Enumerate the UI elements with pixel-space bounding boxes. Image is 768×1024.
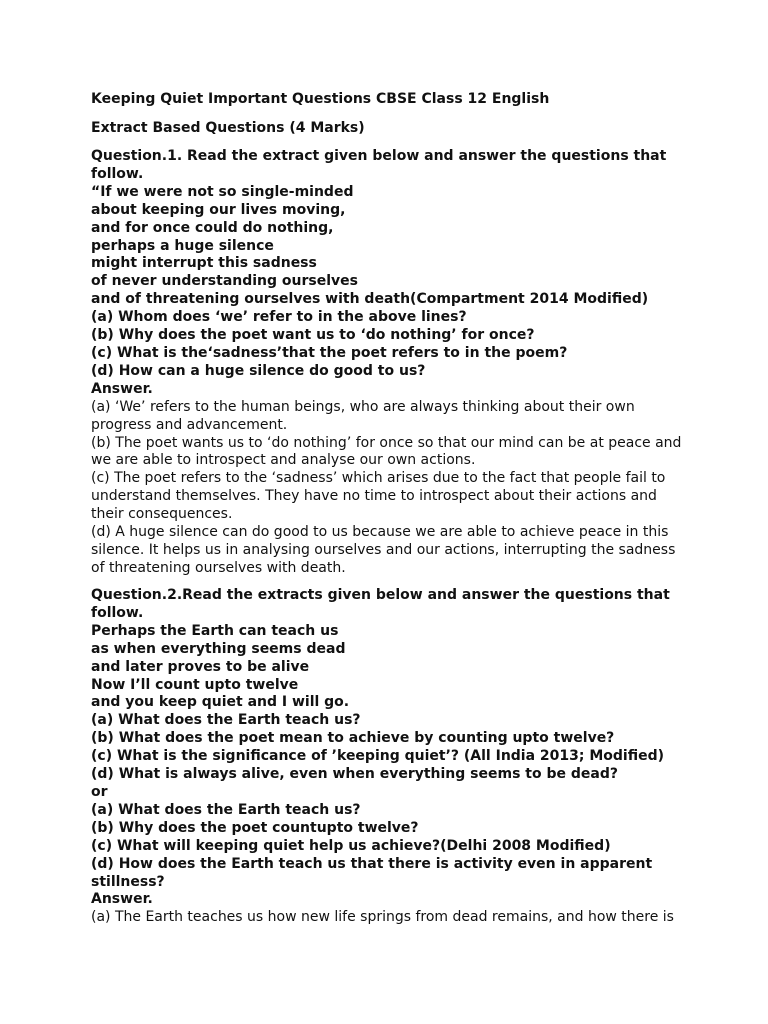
extract-line: and you keep quiet and I will go. xyxy=(91,694,350,711)
answer-text: (a) The Earth teaches us how new life springs from dead remains, and how there is xyxy=(91,909,674,926)
question-1-prompt: Question.1. Read the extract given below and answer the questions that follow. xyxy=(91,148,667,182)
extract-line: as when everything seems dead xyxy=(91,640,346,657)
answer-label: Answer. xyxy=(91,891,153,908)
sub-question: (b) Why does the poet countupto twelve? xyxy=(91,819,419,836)
question-1 xyxy=(91,148,683,578)
sub-question: (a) Whom does ‘we’ refer to in the above lines? xyxy=(91,309,467,326)
answer-text: (d) A huge silence can do good to us because we are able to achieve peace in this silence. It helps us in analysing ourselves and our actions, interrupting the sadness of threatening ourselves with death. xyxy=(91,524,676,576)
sub-question: (a) What does the Earth teach us? xyxy=(91,801,361,818)
extract-line: and of threatening ourselves with death(Compartment 2014 Modified) xyxy=(91,291,649,308)
sub-question: (a) What does the Earth teach us? xyxy=(91,712,361,729)
extract-line: of never understanding ourselves xyxy=(91,273,358,290)
section-heading: Extract Based Questions (4 Marks) xyxy=(91,120,365,136)
sub-question: (d) How does the Earth teach us that there is activity even in apparent stillness? xyxy=(91,855,653,890)
sub-question: (b) Why does the poet want us to ‘do nothing’ for once? xyxy=(91,327,535,344)
extract-line: and for once could do nothing, xyxy=(91,219,334,236)
sub-question: (c) What is the‘sadness’that the poet refers to in the poem? xyxy=(91,344,568,361)
question-2 xyxy=(91,587,683,927)
question-2-prompt: Question.2.Read the extracts given below and answer the questions that follow. xyxy=(91,587,670,621)
or-separator: or xyxy=(91,783,108,800)
extract-line: and later proves to be alive xyxy=(91,658,310,675)
sub-question: (d) What is always alive, even when everything seems to be dead? xyxy=(91,766,618,783)
extract-line: about keeping our lives moving, xyxy=(91,201,346,218)
extract-line: “If we were not so single-minded xyxy=(91,183,354,200)
extract-line: Perhaps the Earth can teach us xyxy=(91,622,339,639)
answer-text: (a) ‘We’ refers to the human beings, who are always thinking about their own progress and advancement. xyxy=(91,398,635,433)
sub-question: (c) What will keeping quiet help us achieve?(Delhi 2008 Modified) xyxy=(91,837,611,854)
answer-text: (b) The poet wants us to ‘do nothing’ for once so that our mind can be at peace and we are able to introspect and analyse our own actions. xyxy=(91,434,682,469)
answer-text: (c) The poet refers to the ‘sadness’ which arises due to the fact that people fail to understand themselves. They have no time to introspect about their actions and their consequences. xyxy=(91,470,666,523)
document-title: Keeping Quiet Important Questions CBSE Class 12 English xyxy=(91,91,550,107)
extract-line: perhaps a huge silence xyxy=(91,237,274,254)
sub-question: (d) How can a huge silence do good to us? xyxy=(91,362,426,379)
sub-question: (b) What does the poet mean to achieve by counting upto twelve? xyxy=(91,730,615,747)
answer-label: Answer. xyxy=(91,380,153,397)
extract-line: might interrupt this sadness xyxy=(91,255,317,272)
extract-line: Now I’ll count upto twelve xyxy=(91,676,299,693)
sub-question: (c) What is the significance of ’keeping quiet’? (All India 2013; Modified) xyxy=(91,748,665,765)
